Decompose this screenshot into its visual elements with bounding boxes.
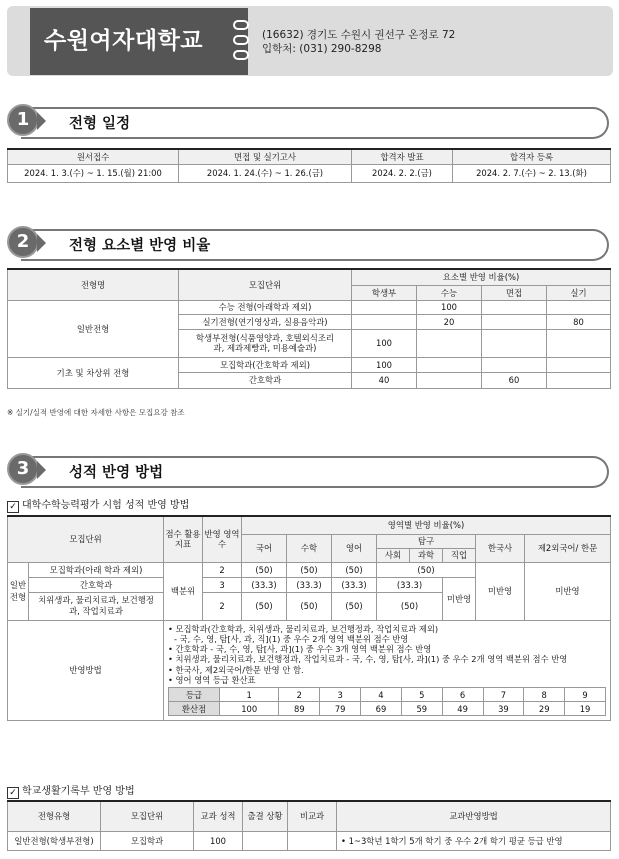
- col-header: 수능: [417, 285, 482, 300]
- cell: 모집학과: [101, 831, 194, 850]
- grade-cell: 9: [565, 688, 606, 702]
- cell: [352, 300, 417, 314]
- unit-cell: 간호학과: [179, 372, 352, 388]
- method-label: 반영방법: [8, 620, 164, 721]
- method-cell: [164, 620, 611, 721]
- arrow-icon: [37, 461, 46, 479]
- section-heading-1: [7, 106, 609, 138]
- cell: 2: [203, 562, 242, 577]
- unit-cell: 학생부전형(식품영양과, 호텔외식조리과, 제과제빵과, 미용예술과): [179, 329, 352, 357]
- col-header: 점수 활용 지표: [164, 516, 203, 562]
- col-header: 전형유형: [8, 801, 101, 831]
- col-header: 영어: [332, 534, 377, 562]
- binder-ring-icon: [233, 20, 249, 30]
- cell: 미반영: [476, 562, 525, 620]
- method-line: • 영어 영역 등급 환산표: [168, 674, 256, 685]
- cell: [417, 372, 482, 388]
- cell: [482, 314, 547, 329]
- col-header: 모집단위: [101, 801, 194, 831]
- method-line: - 국, 수, 영, 탐[사, 과, 직](1) 중 우수 2개 영역 백분위 점수 반영: [174, 633, 409, 644]
- col-header: 교과반영방법: [337, 801, 611, 831]
- section-title: 전형 일정: [69, 116, 131, 132]
- section-title: 성적 반영 방법: [69, 465, 164, 481]
- score-cell: 39: [483, 702, 524, 716]
- grade-cell: 2: [279, 688, 320, 702]
- cell: [417, 357, 482, 372]
- col-header: 반영 영역수: [203, 516, 242, 562]
- cell: [547, 357, 611, 372]
- unit-cell: 모집학과(아래 학과 제외): [29, 562, 164, 577]
- cell: 2024. 1. 3.(수) ~ 1. 15.(월) 21:00: [8, 164, 179, 182]
- cell: 2: [203, 592, 242, 620]
- checkbox-checked-icon: ✓: [7, 501, 19, 513]
- cell: 2024. 1. 24.(수) ~ 1. 26.(금): [179, 164, 352, 182]
- score-cell: 89: [279, 702, 320, 716]
- ratio-table: [7, 268, 611, 389]
- schedule-table: [7, 148, 611, 183]
- subtitle-text: 학교생활기록부 반영 방법: [22, 786, 135, 797]
- cell: 60: [482, 372, 547, 388]
- cell: (50): [242, 592, 287, 620]
- col-group-header: 영역별 반영 비율(%): [242, 516, 611, 534]
- grade-cell: 8: [524, 688, 565, 702]
- cell: 100: [352, 357, 417, 372]
- phone: 입학처: (031) 290-8298: [262, 43, 382, 55]
- cell: (33.3): [377, 577, 443, 592]
- score-cell: 69: [361, 702, 402, 716]
- index-cell: 백분위: [164, 562, 203, 620]
- method-line: • 한국사, 제2외국어/한문 반영 안 함.: [168, 664, 304, 675]
- cell: (50): [377, 562, 476, 577]
- col-header: 학생부: [352, 285, 417, 300]
- ratio-note: ※ 실기/실적 반영에 대한 자세한 사항은 모집요강 참조: [7, 408, 185, 417]
- suneung-subtitle: [7, 496, 189, 512]
- col-header: 한국사: [476, 534, 525, 562]
- arrow-icon: [37, 112, 46, 130]
- col-header: 사회: [377, 548, 410, 562]
- cell: [482, 357, 547, 372]
- cell: (50): [377, 592, 443, 620]
- suneung-table: [7, 515, 611, 721]
- section-number: 1: [7, 104, 39, 136]
- english-grade-table: [168, 687, 606, 716]
- score-cell: 29: [524, 702, 565, 716]
- col-header: 직업: [443, 548, 476, 562]
- cell: (50): [332, 562, 377, 577]
- unit-cell: 수능 전형(아래학과 제외): [179, 300, 352, 314]
- col-header: 모집단위: [179, 269, 352, 300]
- col-group-header: 요소별 반영 비율(%): [352, 269, 611, 285]
- col-header: 국어: [242, 534, 287, 562]
- cell: (33.3): [287, 577, 332, 592]
- university-name: 수원여자대학교: [44, 28, 204, 54]
- cell: (33.3): [332, 577, 377, 592]
- cell: 40: [352, 372, 417, 388]
- col-header: 실기: [547, 285, 611, 300]
- col-header: 면접 및 실기고사: [179, 149, 352, 164]
- grade-cell: 3: [320, 688, 361, 702]
- cell: [547, 372, 611, 388]
- col-header: 모집단위: [8, 516, 164, 562]
- score-cell: 19: [565, 702, 606, 716]
- grade-cell: 5: [401, 688, 442, 702]
- unit-cell: 치위생과, 물리치료과, 보건행정과, 작업치료과: [29, 592, 164, 620]
- cell: (50): [332, 592, 377, 620]
- unit-cell: 실기전형(연기영상과, 실용음악과): [179, 314, 352, 329]
- method-line: • 치위생과, 물리치료과, 보건행정과, 작업치료과 - 국, 수, 영, 탐[사, 과](1) 중 우수 2개 영역 백분위 점수 반영: [168, 654, 568, 665]
- cell: 100: [352, 329, 417, 357]
- cell: 미반영: [443, 577, 476, 620]
- cell: 일반전형(학생부전형): [8, 831, 101, 850]
- cell: [482, 300, 547, 314]
- cell: 100: [194, 831, 243, 850]
- cell: 3: [203, 577, 242, 592]
- record-subtitle: [7, 782, 135, 798]
- cell: (50): [287, 562, 332, 577]
- binder-ring-icon: [233, 50, 249, 60]
- section-title: 전형 요소별 반영 비율: [69, 238, 211, 254]
- cell: 2024. 2. 7.(수) ~ 2. 13.(화): [453, 164, 611, 182]
- cell: 2024. 2. 2.(금): [352, 164, 453, 182]
- cell: • 1~3학년 1학기 5개 학기 중 우수 2개 학기 평균 등급 반영: [337, 831, 611, 850]
- method-line: • 간호학과 - 국, 수, 영, 탐[사, 과](1) 중 우수 3개 영역 백분위 점수 반영: [168, 644, 432, 655]
- grade-cell: 4: [361, 688, 402, 702]
- cell: [547, 329, 611, 357]
- col-header: 면접: [482, 285, 547, 300]
- grade-cell: 1: [220, 688, 279, 702]
- cell: [288, 831, 337, 850]
- cell: [417, 329, 482, 357]
- col-header: 탐구: [377, 534, 476, 548]
- score-cell: 59: [401, 702, 442, 716]
- type-cell: 일반전형: [8, 300, 179, 357]
- type-cell: 일반 전형: [8, 562, 29, 620]
- cell: 100: [417, 300, 482, 314]
- method-line: • 모집학과(간호학과, 치위생과, 물리치료과, 보건행정과, 작업치료과 제외): [168, 623, 439, 634]
- col-header: 교과 성적: [194, 801, 243, 831]
- grade-cell: 6: [442, 688, 483, 702]
- col-header: 출결 상황: [243, 801, 288, 831]
- checkbox-checked-icon: ✓: [7, 787, 19, 799]
- contact-info: [262, 28, 455, 56]
- cell: 미반영: [525, 562, 611, 620]
- cell: (33.3): [242, 577, 287, 592]
- cell: 80: [547, 314, 611, 329]
- score-cell: 49: [442, 702, 483, 716]
- grade-cell: 7: [483, 688, 524, 702]
- cell: (50): [287, 592, 332, 620]
- col-header: 수학: [287, 534, 332, 562]
- unit-cell: 간호학과: [29, 577, 164, 592]
- cell: (50): [242, 562, 287, 577]
- col-header: 전형명: [8, 269, 179, 300]
- score-cell: 79: [320, 702, 361, 716]
- subtitle-text: 대학수학능력평가 시험 성적 반영 방법: [22, 500, 190, 511]
- cell: [482, 329, 547, 357]
- grade-label: 등급: [169, 688, 220, 702]
- section-heading-3: [7, 455, 609, 487]
- section-heading-2: [7, 228, 609, 260]
- cell: 20: [417, 314, 482, 329]
- address: (16632) 경기도 수원시 권선구 온정로 72: [262, 29, 456, 41]
- col-header: 합격자 등록: [453, 149, 611, 164]
- col-header: 비교과: [288, 801, 337, 831]
- col-header: 합격자 발표: [352, 149, 453, 164]
- cell: [352, 314, 417, 329]
- section-number: 2: [7, 226, 39, 258]
- score-label: 환산점: [169, 702, 220, 716]
- score-cell: 100: [220, 702, 279, 716]
- unit-cell: 모집학과(간호학과 제외): [179, 357, 352, 372]
- col-header: 과학: [410, 548, 443, 562]
- cell: [243, 831, 288, 850]
- cell: [547, 300, 611, 314]
- section-number: 3: [7, 453, 39, 485]
- record-table: [7, 800, 611, 851]
- binder-ring-icon: [233, 35, 249, 45]
- type-cell: 기초 및 차상위 전형: [8, 357, 179, 388]
- col-header: 제2외국어/ 한문: [525, 534, 611, 562]
- col-header: 원서접수: [8, 149, 179, 164]
- arrow-icon: [37, 234, 46, 252]
